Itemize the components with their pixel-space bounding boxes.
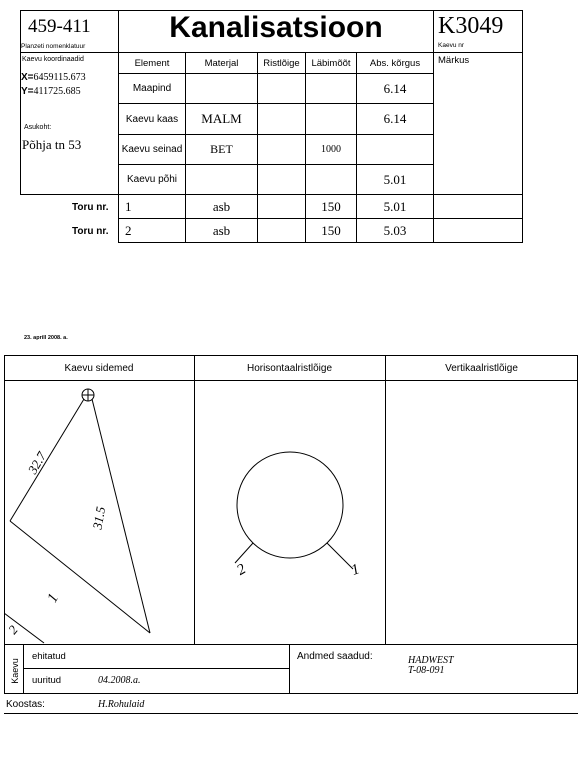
planzet-label: Planzeti nomenklatuur [21, 43, 86, 50]
coordinate-y-value: 411725.685 [33, 86, 81, 97]
column-remarks: Märkus [438, 55, 470, 66]
footer-vertical-line-2 [289, 644, 290, 694]
row-elevation: 5.01 [356, 164, 434, 195]
page-title: Kanalisatsioon [169, 11, 383, 44]
surveyed-label: uuritud [32, 675, 62, 686]
row-element: Maapind [118, 73, 186, 104]
sketch-col-connections: Kaevu sidemed [64, 363, 134, 374]
remarks-box [433, 52, 523, 195]
data-source-label: Andmed saadud: [297, 651, 373, 662]
row-diameter [305, 73, 357, 104]
pipe-remarks [433, 218, 523, 243]
row-material: MALM [185, 103, 258, 135]
column-diameter: Läbimõõt [305, 52, 357, 74]
sketch-col-horizontal: Horisontaalristlõige [246, 363, 333, 374]
location-label: Asukoht: [24, 124, 52, 131]
pipe-line-3 [10, 521, 150, 633]
pipe-diameter: 150 [305, 218, 357, 243]
pipe-remarks [433, 194, 523, 219]
row-diameter [305, 164, 357, 195]
pipe-crosssection [257, 194, 306, 219]
column-element: Element [118, 52, 186, 74]
pipe-label: Toru nr. [72, 202, 109, 213]
pipe-elevation: 5.03 [356, 218, 434, 243]
row-elevation: 6.14 [356, 73, 434, 104]
column-crosssection: Ristlõige [257, 52, 306, 74]
coordinate-x-label: X= [21, 72, 34, 83]
date-stamp: 23. aprill 2008. a. [24, 335, 68, 341]
row-crosssection [257, 103, 306, 135]
pipe-number: 2 [118, 218, 186, 243]
row-material: BET [185, 134, 258, 165]
surveyed-value: 04.2008.a. [98, 675, 141, 686]
sketch-col-vertical: Vertikaalristlõige [445, 363, 518, 374]
data-source-ref: T-08-091 [408, 665, 445, 676]
handwritten-distance-1: 32.7 [24, 449, 50, 477]
coordinate-y [21, 86, 81, 97]
row-diameter [305, 103, 357, 135]
row-element: Kaevu kaas [118, 103, 186, 135]
data-source-value: HADWEST [408, 655, 454, 666]
row-element: Kaevu põhi [118, 164, 186, 195]
column-material: Materjal [185, 52, 258, 74]
row-material [185, 164, 258, 195]
planzet-number: 459-411 [28, 16, 91, 37]
built-label: ehitatud [32, 651, 66, 662]
footer-frame [4, 644, 578, 694]
handwritten-pipe-2: 2 [5, 622, 21, 637]
author-value: H.Rohulaid [98, 699, 145, 710]
coordinate-y-label: Y= [21, 86, 34, 97]
footer-well-label: Kaevu [9, 658, 20, 684]
row-elevation [356, 134, 434, 165]
horizontal-section-sketch [195, 381, 385, 644]
column-elevation: Abs. kõrgus [356, 52, 434, 74]
coordinate-x-value: 6459115.673 [33, 72, 86, 83]
row-crosssection [257, 73, 306, 104]
well-circle [237, 452, 343, 558]
sketch-divider-2 [385, 355, 386, 645]
pipe-number: 1 [118, 194, 186, 219]
handwritten-pipe-1: 1 [44, 591, 63, 606]
pipe-material: asb [185, 194, 258, 219]
pipe-crosssection [257, 218, 306, 243]
author-underline [4, 713, 578, 714]
pipe-elevation: 5.01 [356, 194, 434, 219]
pipe-line-left [235, 543, 253, 563]
footer-mid-line [23, 668, 289, 669]
location-value: Põhja tn 53 [22, 137, 82, 152]
well-number-label: Kaevu nr [438, 42, 465, 49]
row-crosssection [257, 164, 306, 195]
pipe-material: asb [185, 218, 258, 243]
pipe-diameter: 150 [305, 194, 357, 219]
row-material [185, 73, 258, 104]
coordinate-x [21, 72, 86, 83]
handwritten-distance-2: 31.5 [89, 505, 109, 531]
coordinates-label: Kaevu koordinaadid [22, 56, 84, 63]
row-elevation: 6.14 [356, 103, 434, 135]
pipe-label: Toru nr. [72, 226, 109, 237]
handwritten-pipe-right: 1 [349, 561, 362, 579]
row-diameter: 1000 [305, 134, 357, 165]
well-number: K3049 [438, 13, 504, 39]
row-crosssection [257, 134, 306, 165]
row-element: Kaevu seinad [118, 134, 186, 165]
footer-vertical-line-1 [23, 644, 24, 694]
author-label: Koostas: [6, 699, 45, 710]
handwritten-pipe-left: 2 [234, 561, 249, 579]
